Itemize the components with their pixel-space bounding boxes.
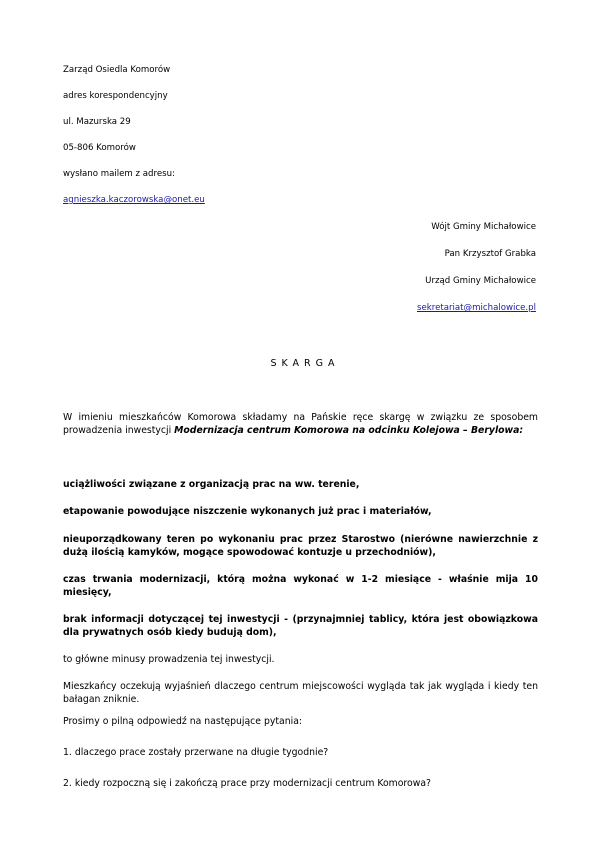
intro-paragraph: [63, 411, 538, 437]
question-item: 2. kiedy rozpoczną się i zakończą prace przy modernizacji centrum Komorowa?: [63, 778, 431, 789]
issue-item: nieuporządkowany teren po wykonaniu prac przez Starostwo (nierówne nawierzchnie z dużą ilością kamyków, mogące spowodować kontuzje u przechodniów),: [63, 534, 538, 558]
expectation-paragraph: Mieszkańcy oczekują wyjaśnień dlaczego centrum miejscowości wygląda tak jak wygląda i kiedy ten bałagan zniknie.: [63, 681, 538, 705]
sender-address-label: adres korespondencyjny: [63, 91, 168, 101]
issue-item: brak informacji dotyczącej tej inwestycji - (przynajmniej tablicy, która jest obowiązkowa dla prywatnych osób kiedy budują dom),: [63, 614, 538, 638]
request-line: Prosimy o pilną odpowiedź na następujące pytania:: [63, 716, 303, 727]
sender-city: 05-806 Komorów: [63, 143, 136, 153]
issue-item: uciążliwości związane z organizacją prac na ww. terenie,: [63, 479, 360, 490]
sender-email-link[interactable]: agnieszka.kaczorowska@onet.eu: [63, 195, 205, 205]
document-heading: SKARGA: [270, 358, 340, 369]
recipient-email-link[interactable]: sekretariat@michalowice.pl: [416, 303, 536, 313]
sender-street: ul. Mazurska 29: [63, 117, 131, 127]
recipient-office: Urząd Gminy Michałowice: [425, 276, 536, 286]
recipient-title: Wójt Gminy Michałowice: [431, 222, 536, 232]
summary-line: to główne minusy prowadzenia tej inwestycji.: [63, 654, 275, 665]
issue-item: czas trwania modernizacji, którą można wykonać w 1-2 miesiące - właśnie mija 10 miesięcy,: [63, 574, 538, 598]
question-item: 1. dlaczego prace zostały przerwane na długie tygodnie?: [63, 747, 329, 758]
recipient-name: Pan Krzysztof Grabka: [444, 249, 536, 259]
investment-name: Modernizacja centrum Komorowa na odcinku Kolejowa – Berylowa:: [174, 425, 524, 436]
issue-item: etapowanie powodujące niszczenie wykonanych już prac i materiałów,: [63, 506, 432, 517]
intro-text: W imieniu mieszkańców Komorowa składamy na Pańskie ręce skargę w związku ze sposobem prowadzenia inwestycji: [63, 412, 538, 436]
sender-org: Zarząd Osiedla Komorów: [63, 65, 171, 75]
sender-sent-label: wysłano mailem z adresu:: [63, 169, 175, 179]
